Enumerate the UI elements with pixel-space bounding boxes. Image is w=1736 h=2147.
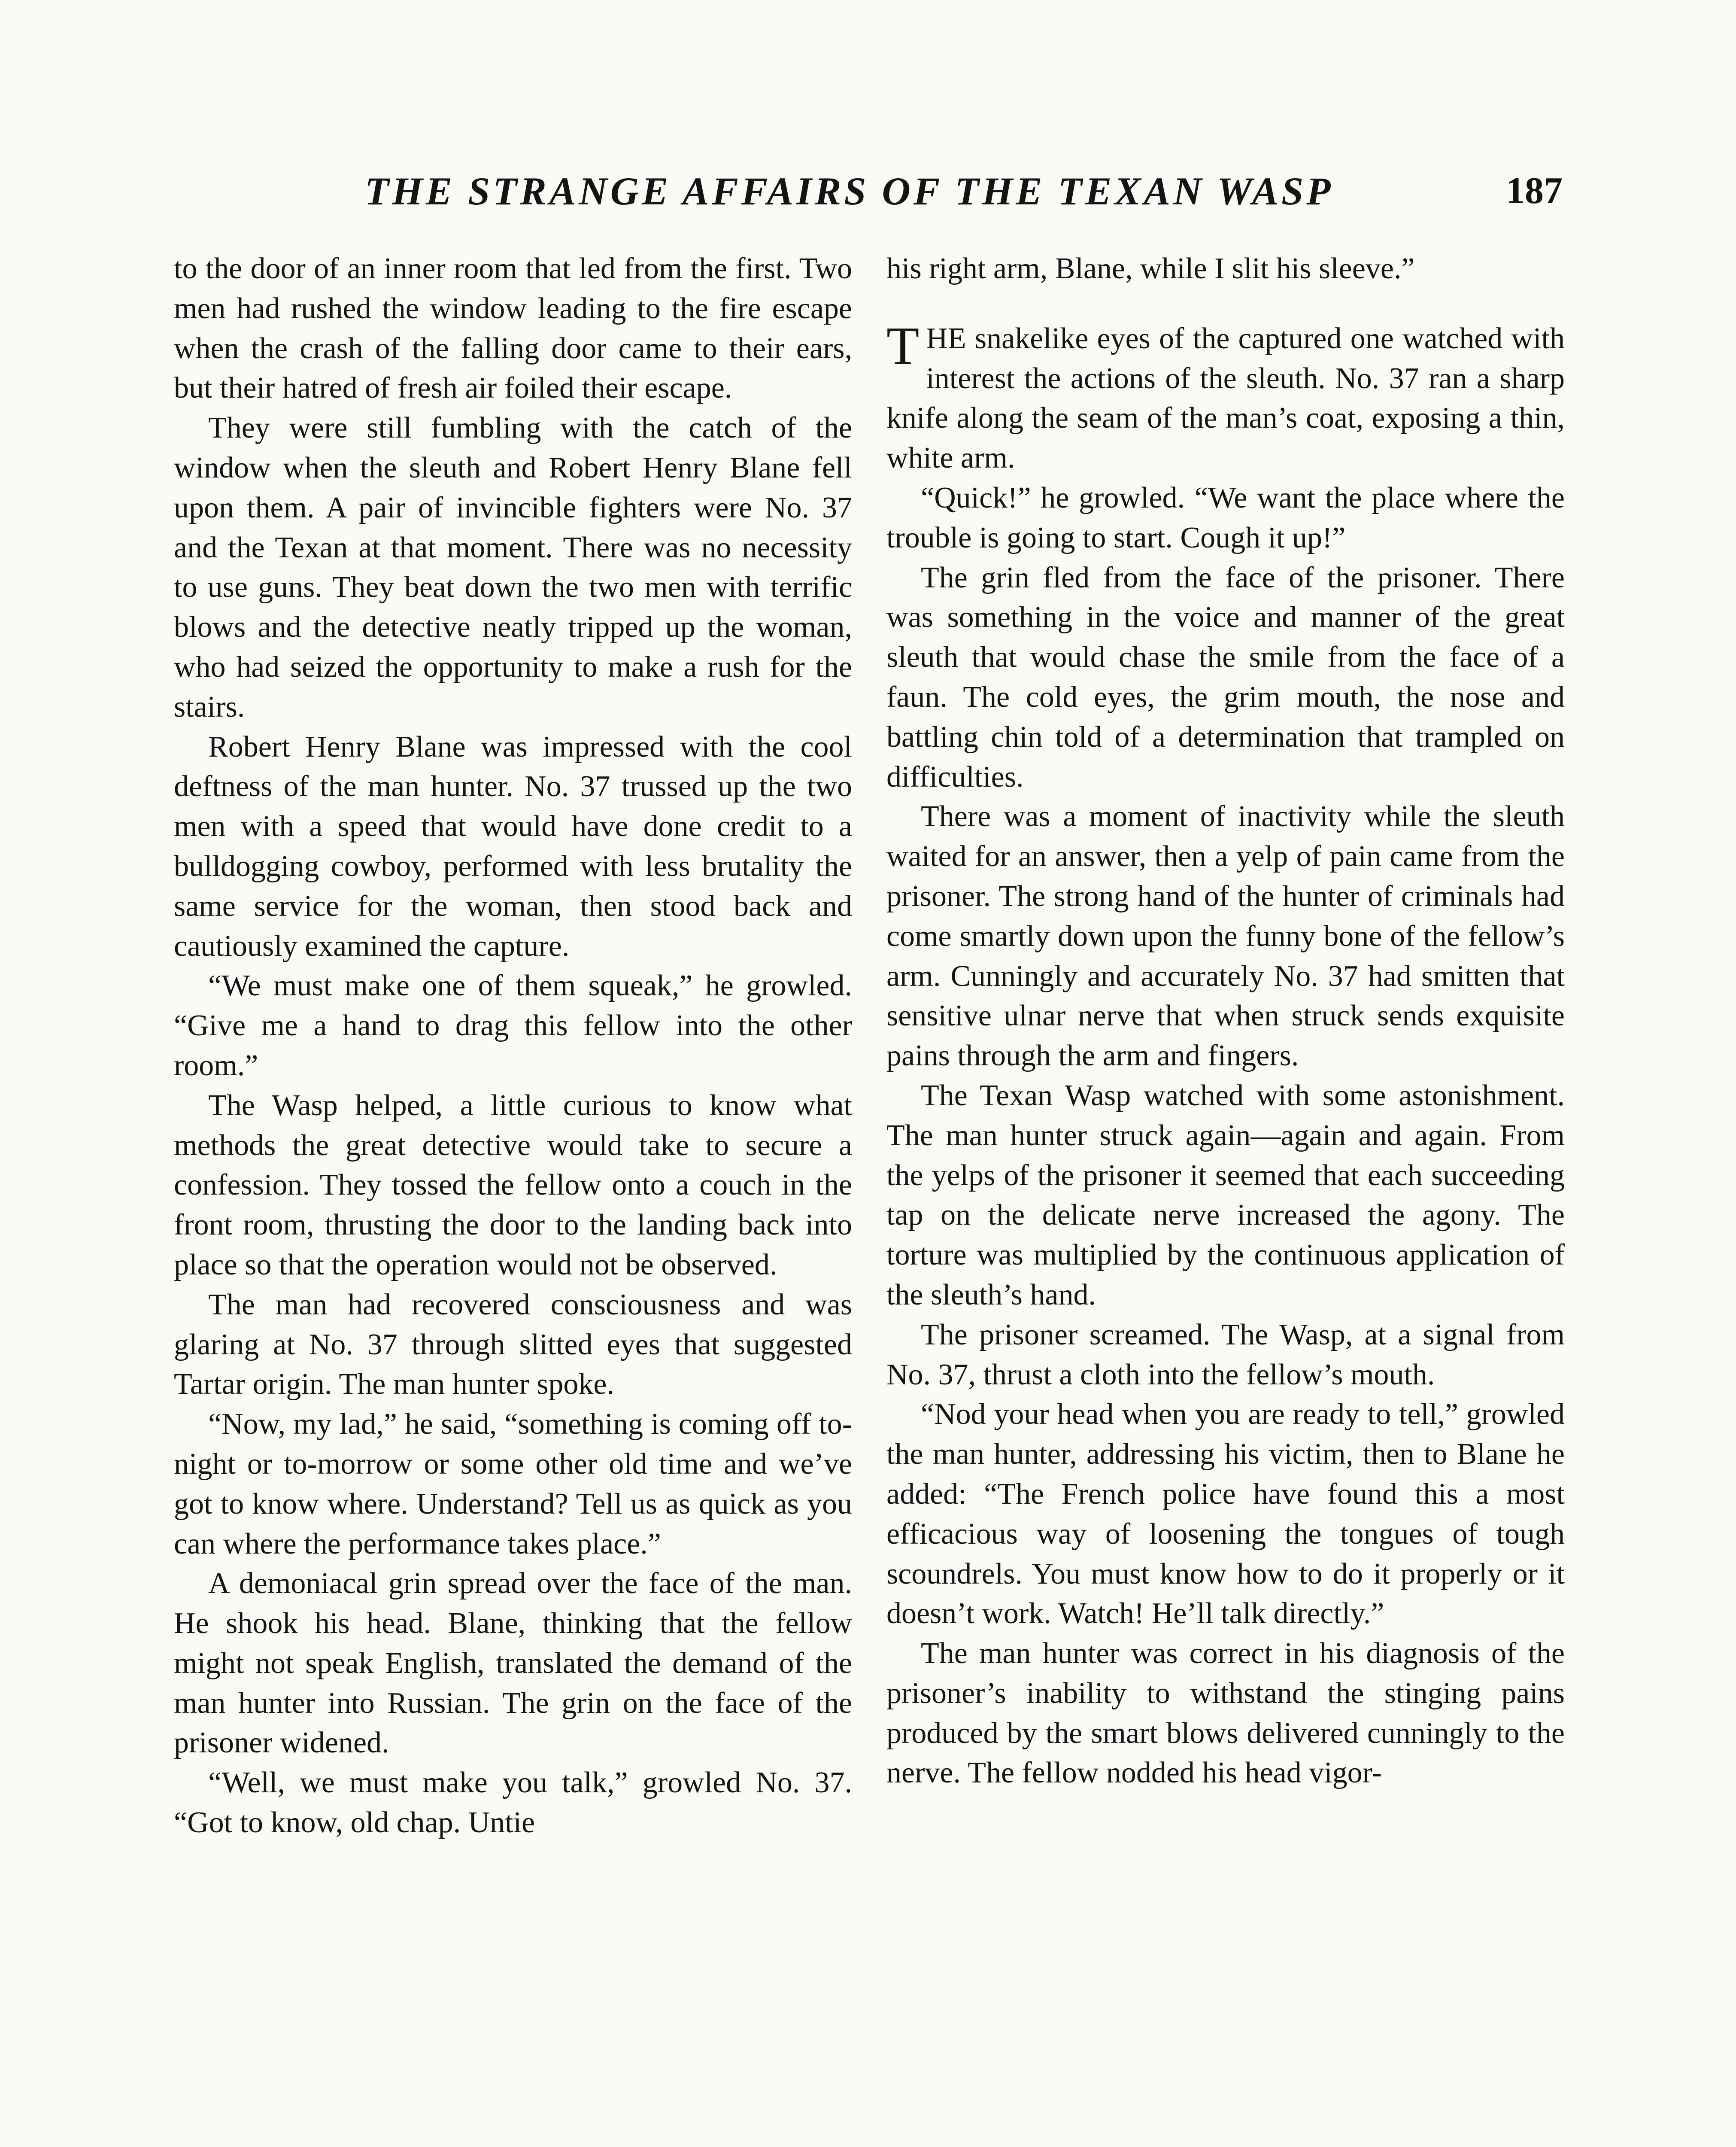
running-header — [176, 165, 1563, 217]
paragraph: Robert Henry Blane was impressed with the cool deftness of the man hunter. No. 37 trussed up the two men with a speed that would have done credit to a bulldogging cowboy, performed with less brutality the same service for the woman, then stood back and cautiously examined the capture. — [174, 730, 852, 963]
paragraph: There was a moment of inactivity while the sleuth waited for an answer, then a yelp of pain came from the prisoner. The strong hand of the hunter of criminals had come smartly down upon the funny bone of the fellow’s arm. Cunningly and accurately No. 37 had smitten that sensitive ulnar nerve that when struck sends exquisite pains through the arm and fingers. — [886, 800, 1565, 1073]
paragraph: his right arm, Blane, while I slit his sleeve.” — [886, 252, 1415, 285]
right-column — [886, 249, 1565, 2147]
section-lead-text: HE snakelike eyes of the captured one — [926, 322, 1394, 355]
page-number: 187 — [1506, 170, 1563, 212]
running-title: THE STRANGE AFFAIRS OF THE TEXAN WASP — [365, 169, 1334, 213]
paragraph-text: watched with interest the actions of the sleuth. No. 37 ran a sharp knife along the seam of the man’s coat, exposing a thin, white arm. — [886, 322, 1565, 475]
paragraph: “Nod your head when you are ready to tell,” growled the man hunter, addressing his victim, then to Blane he added: “The French police have found this a most efficacious way of loosening the tongues of tough scoundrels. You must know how to do it properly or it doesn’t work. Watch! He’ll talk directly.” — [886, 1398, 1565, 1630]
paragraph: “Well, we must make you talk,” growled No. 37. “Got to know, old chap. Untie — [174, 1766, 852, 1840]
left-column — [174, 249, 852, 2147]
paragraph: A demoniacal grin spread over the face of the man. He shook his head. Blane, thinking that the fellow might not speak English, translated the demand of the man hunter into Russian. The grin on the face of the prisoner widened. — [174, 1567, 852, 1760]
paragraph: The grin fled from the face of the prisoner. There was something in the voice and manner of the great sleuth that would chase the smile from the face of a faun. The cold eyes, the grim mouth, the nose and battling chin told of a determination that trampled on difficulties. — [886, 561, 1565, 794]
paragraph: The Texan Wasp watched with some astonishment. The man hunter struck again—again and again. From the yelps of the prisoner it seemed that each succeeding tap on the delicate nerve increased the agony. The torture was multiplied by the continuous application of the sleuth’s hand. — [886, 1079, 1565, 1311]
paragraph: The prisoner screamed. The Wasp, at a signal from No. 37, thrust a cloth into the fellow’s mouth. — [886, 1318, 1565, 1391]
paragraph: “Quick!” he growled. “We want the place where the trouble is going to start. Cough it up!” — [886, 481, 1565, 554]
paragraph: The Wasp helped, a little curious to know what methods the great detective would take to secure a confession. They tossed the fellow onto a couch in the front room, thrusting the door to the landing back into place so that the operation would not be observed. — [174, 1089, 852, 1281]
paragraph: “Now, my lad,” he said, “something is coming off to-night or to-morrow or some other old time and we’ve got to know where. Understand? Tell us as quick as you can where the performance takes place.” — [174, 1408, 852, 1560]
section-opening-paragraph — [886, 316, 1565, 478]
paragraph: They were still fumbling with the catch of the window when the sleuth and Robert Henry Blane fell upon them. A pair of invincible fighters were No. 37 and the Texan at that moment. There was no necessity to use guns. They beat down the two men with terrific blows and the detective neatly tripped up the woman, who had seized the opportunity to make a rush for the stairs. — [174, 411, 852, 724]
paragraph: The man had recovered consciousness and was glaring at No. 37 through slitted eyes that suggested Tartar origin. The man hunter spoke. — [174, 1288, 852, 1401]
paragraph: “We must make one of them squeak,” he growled. “Give me a hand to drag this fellow into the other room.” — [174, 969, 852, 1082]
paragraph: to the door of an inner room that led from the first. Two men had rushed the window leading to the fire escape when the crash of the falling door came to their ears, but their hatred of fresh air foiled their escape. — [174, 252, 852, 405]
drop-cap: T — [886, 316, 920, 376]
paragraph: The man hunter was correct in his diagnosis of the prisoner’s inability to withstand the stinging pains produced by the smart blows delivered cunningly to the nerve. The fellow nodded his head vigor- — [886, 1637, 1565, 1790]
